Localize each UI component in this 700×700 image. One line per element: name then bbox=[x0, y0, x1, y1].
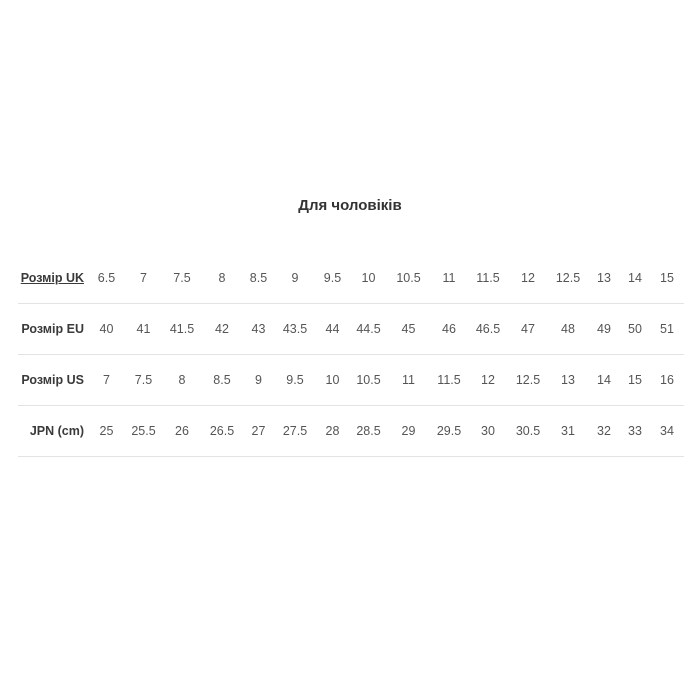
size-cell: 48 bbox=[548, 304, 588, 355]
size-cell: 45 bbox=[387, 304, 430, 355]
size-cell: 30.5 bbox=[508, 406, 548, 457]
size-cell: 10.5 bbox=[350, 355, 387, 406]
row-label: Розмір EU bbox=[18, 304, 88, 355]
size-cell: 49 bbox=[588, 304, 620, 355]
size-cell: 25.5 bbox=[125, 406, 162, 457]
size-cell: 25 bbox=[88, 406, 125, 457]
size-cell: 12.5 bbox=[548, 253, 588, 304]
size-cell: 29 bbox=[387, 406, 430, 457]
size-cell: 26.5 bbox=[202, 406, 242, 457]
size-cell: 46.5 bbox=[468, 304, 508, 355]
size-cell: 12.5 bbox=[508, 355, 548, 406]
size-chart-body bbox=[18, 253, 684, 457]
size-cell: 8 bbox=[202, 253, 242, 304]
size-cell: 32 bbox=[588, 406, 620, 457]
size-cell: 6.5 bbox=[88, 253, 125, 304]
size-cell: 7.5 bbox=[162, 253, 202, 304]
size-cell: 7 bbox=[125, 253, 162, 304]
size-cell: 44 bbox=[315, 304, 350, 355]
row-label: Розмір US bbox=[18, 355, 88, 406]
size-cell: 15 bbox=[620, 355, 650, 406]
size-cell: 15 bbox=[650, 253, 684, 304]
eu-size-row bbox=[18, 304, 684, 355]
size-cell: 12 bbox=[508, 253, 548, 304]
size-cell: 42 bbox=[202, 304, 242, 355]
row-label: JPN (cm) bbox=[18, 406, 88, 457]
size-cell: 27 bbox=[242, 406, 275, 457]
size-cell: 9 bbox=[242, 355, 275, 406]
size-cell: 31 bbox=[548, 406, 588, 457]
size-cell: 44.5 bbox=[350, 304, 387, 355]
size-chart-table bbox=[18, 253, 684, 457]
size-cell: 41 bbox=[125, 304, 162, 355]
size-cell: 11 bbox=[387, 355, 430, 406]
size-cell: 14 bbox=[620, 253, 650, 304]
size-cell: 8.5 bbox=[202, 355, 242, 406]
size-cell: 29.5 bbox=[430, 406, 468, 457]
size-cell: 30 bbox=[468, 406, 508, 457]
size-cell: 28 bbox=[315, 406, 350, 457]
size-cell: 43.5 bbox=[275, 304, 315, 355]
size-cell: 9.5 bbox=[315, 253, 350, 304]
size-cell: 8.5 bbox=[242, 253, 275, 304]
jpn-size-row bbox=[18, 406, 684, 457]
size-cell: 26 bbox=[162, 406, 202, 457]
size-cell: 50 bbox=[620, 304, 650, 355]
size-cell: 43 bbox=[242, 304, 275, 355]
size-cell: 9.5 bbox=[275, 355, 315, 406]
size-cell: 13 bbox=[588, 253, 620, 304]
size-uk-link[interactable]: Розмір UK bbox=[18, 253, 88, 304]
size-cell: 11.5 bbox=[468, 253, 508, 304]
us-size-row bbox=[18, 355, 684, 406]
size-cell: 11 bbox=[430, 253, 468, 304]
size-cell: 16 bbox=[650, 355, 684, 406]
size-cell: 7 bbox=[88, 355, 125, 406]
size-cell: 10 bbox=[315, 355, 350, 406]
size-cell: 46 bbox=[430, 304, 468, 355]
size-cell: 10.5 bbox=[387, 253, 430, 304]
size-cell: 47 bbox=[508, 304, 548, 355]
size-cell: 9 bbox=[275, 253, 315, 304]
size-cell: 40 bbox=[88, 304, 125, 355]
size-cell: 10 bbox=[350, 253, 387, 304]
size-cell: 13 bbox=[548, 355, 588, 406]
size-cell: 41.5 bbox=[162, 304, 202, 355]
size-cell: 8 bbox=[162, 355, 202, 406]
size-cell: 27.5 bbox=[275, 406, 315, 457]
size-cell: 51 bbox=[650, 304, 684, 355]
size-cell: 7.5 bbox=[125, 355, 162, 406]
size-cell: 12 bbox=[468, 355, 508, 406]
uk-size-row bbox=[18, 253, 684, 304]
table-title: Для чоловіків bbox=[298, 197, 402, 214]
size-cell: 14 bbox=[588, 355, 620, 406]
size-cell: 34 bbox=[650, 406, 684, 457]
size-cell: 33 bbox=[620, 406, 650, 457]
size-cell: 11.5 bbox=[430, 355, 468, 406]
size-cell: 28.5 bbox=[350, 406, 387, 457]
